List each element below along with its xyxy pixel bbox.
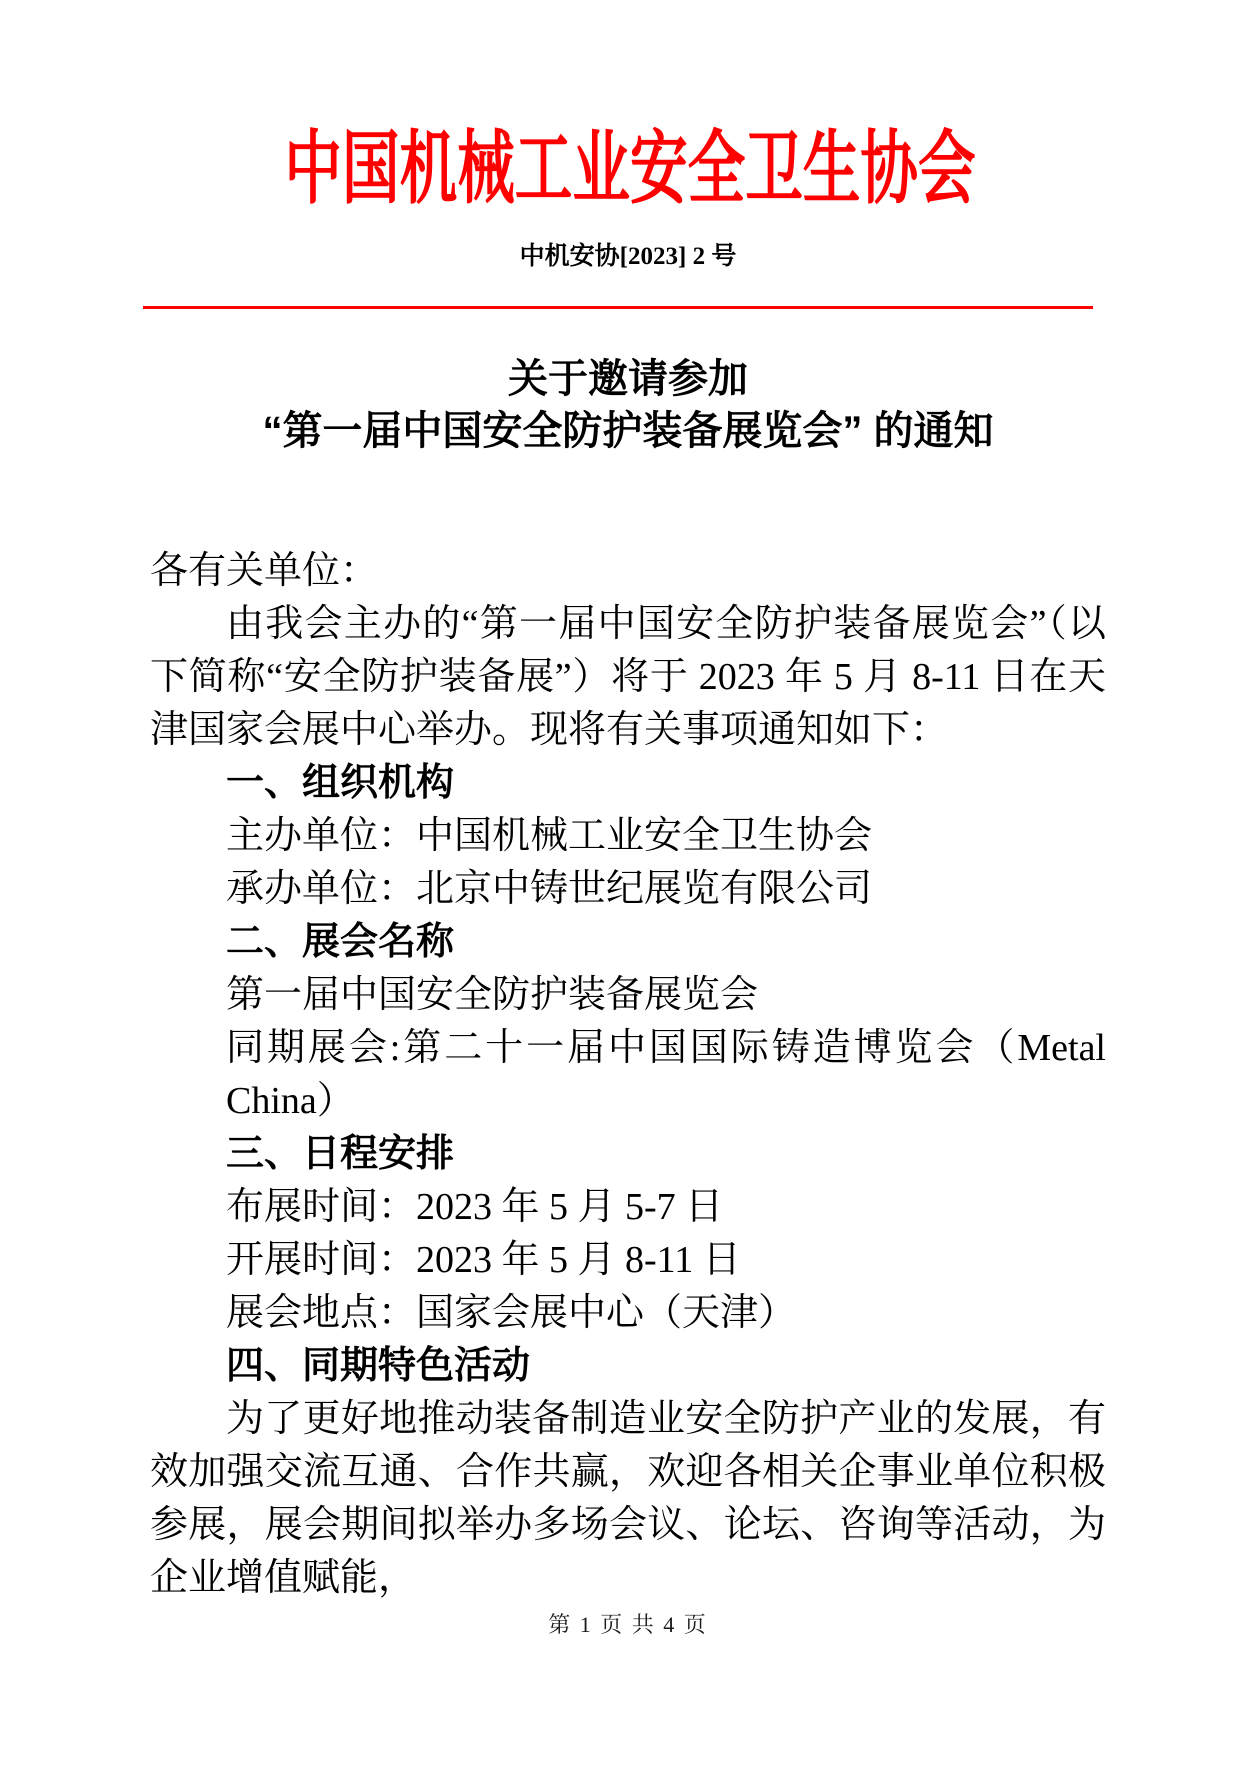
- notice-body: [150, 545, 1106, 1605]
- section-1-line-host: 主办单位：中国机械工业安全卫生协会: [226, 815, 873, 857]
- intro-paragraph: 由我会主办的“第一届中国安全防护装备展览会”（以下简称“安全防护装备展”）将于 2023 年 5 月 8-11 日在天津国家会展中心举办。现将有关事项通知如下：: [150, 603, 1106, 751]
- notice-title-line2: “第一届中国安全防护装备展览会” 的通知: [262, 409, 994, 453]
- section-2-line-concurrent-exhibition: 同期展会:第二十一届中国国际铸造博览会（Metal China）: [226, 1027, 1106, 1122]
- salutation: 各有关单位：: [150, 550, 379, 592]
- notice-title-line1: 关于邀请参加: [508, 357, 748, 401]
- section-4-paragraph: 为了更好地推动装备制造业安全防护产业的发展，有效加强交流互通、合作共赢，欢迎各相关企事业单位积极参展，展会期间拟举办多场会议、论坛、咨询等活动，为企业增值赋能，: [150, 1398, 1106, 1599]
- notice-title: [150, 353, 1106, 457]
- masthead-org-title-text: 中国机械工业安全卫生协会: [284, 126, 976, 214]
- section-heading-4: 四、同期特色活动: [226, 1345, 531, 1387]
- section-2-line-exhibition-name: 第一届中国安全防护装备展览会: [226, 974, 759, 1016]
- document-content: [0, 126, 1256, 1605]
- document-number: 中机安协[2023] 2 号: [519, 243, 737, 270]
- red-divider-line: [143, 306, 1093, 309]
- section-heading-1: 一、组织机构: [226, 762, 455, 804]
- page-number-footer: 第 1 页 共 4 页: [548, 1612, 708, 1637]
- section-3-line-setup-time: 布展时间：2023 年 5 月 5-7 日: [226, 1186, 724, 1228]
- section-heading-3: 三、日程安排: [226, 1133, 455, 1175]
- section-3-line-venue: 展会地点：国家会展中心（天津）: [226, 1292, 797, 1334]
- section-heading-2: 二、展会名称: [226, 921, 455, 963]
- masthead-org-title: [150, 126, 1106, 214]
- section-3-line-open-time: 开展时间：2023 年 5 月 8-11 日: [226, 1239, 741, 1281]
- section-1-line-organizer: 承办单位：北京中铸世纪展览有限公司: [226, 868, 873, 910]
